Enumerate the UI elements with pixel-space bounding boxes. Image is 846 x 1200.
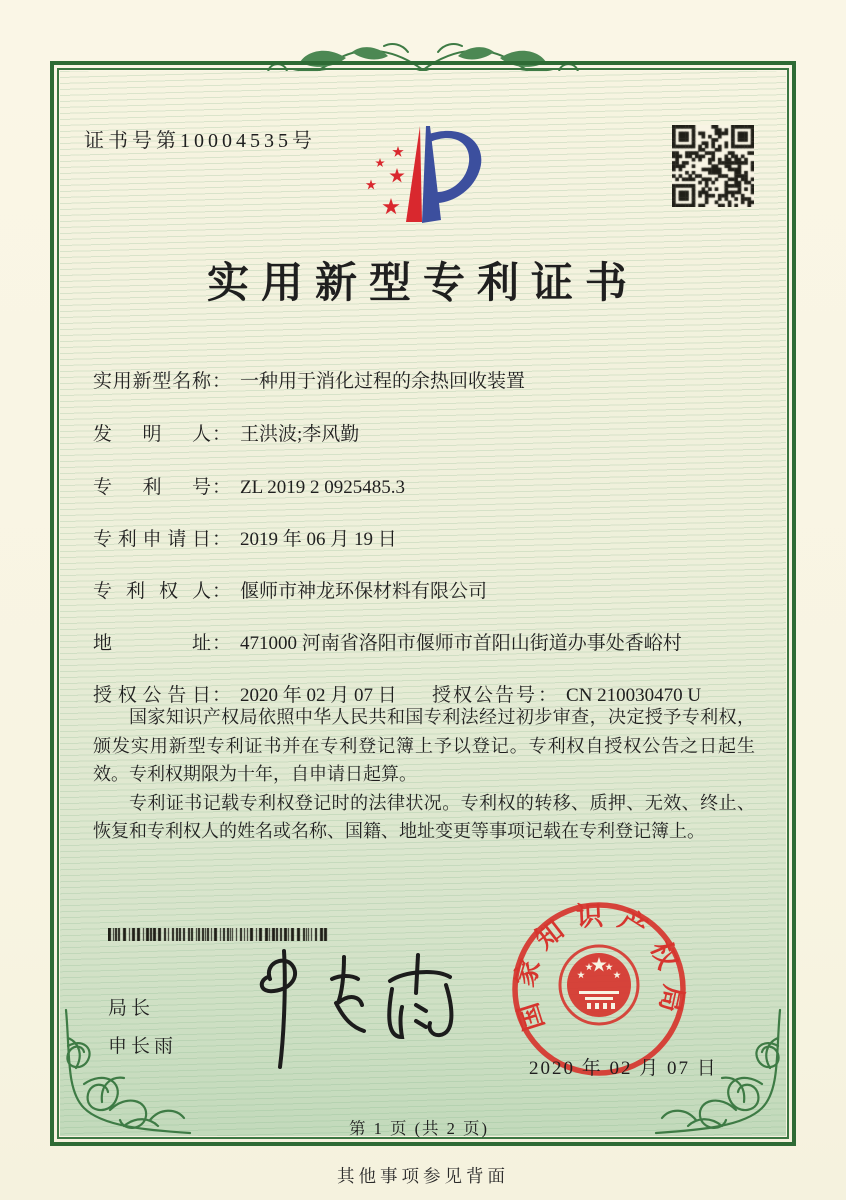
field-colon: ： <box>212 371 232 392</box>
back-note: 其他事项参见背面 <box>337 1166 509 1186</box>
body-text <box>93 703 755 846</box>
field-patentee <box>93 576 487 602</box>
field-filing-date <box>93 524 397 550</box>
field-value: 王洪波;李风勤 <box>240 424 360 445</box>
certificate-title: 实用新型专利证书 <box>206 261 639 307</box>
field-value: 2020 年 02 月 07 日 <box>240 685 397 706</box>
field-label: 专利申请日 <box>93 529 211 550</box>
paragraph-register: 专利证书记载专利权登记时的法律状况。专利权的转移、质押、无效、终止、恢复和专利权人的姓名或名称、国籍、地址变更等事项记载在专利登记簿上。 <box>93 792 755 841</box>
field-value: ZL 2019 2 0925485.3 <box>240 477 406 498</box>
field-inventor <box>93 419 359 445</box>
qr-code <box>672 125 754 207</box>
paragraph-grant: 国家知识产权局依照中华人民共和国专利法经过初步审查，决定授予专利权，颁发实用新型专利证书并在专利登记簿上予以登记。专利权自授权公告之日起生效。专利权期限为十年，自申请日起算。 <box>93 707 755 784</box>
field-colon: ： <box>212 477 232 498</box>
official-seal <box>509 899 689 1079</box>
director-signature <box>240 945 470 1070</box>
national-emblem <box>560 946 638 1024</box>
field-value: 471000 河南省洛阳市偃师市首阳山街道办事处香峪村 <box>240 633 682 654</box>
field-label: 授权公告号 <box>432 685 538 706</box>
field-label: 专利号 <box>93 477 211 498</box>
director-name: 申长雨 <box>108 1036 178 1057</box>
logo-spire <box>406 126 422 222</box>
field-value: 偃师市神龙环保材料有限公司 <box>240 581 488 602</box>
field-colon: ： <box>212 529 232 550</box>
field-value: 一种用于消化过程的余热回收装置 <box>240 371 526 392</box>
field-label: 专利权人 <box>93 581 211 602</box>
field-utility-model-name <box>93 366 525 392</box>
cnipa-logo <box>330 110 530 240</box>
field-label: 地址 <box>93 633 211 654</box>
seal-text: 国家知识产权局 <box>509 900 689 1035</box>
field-colon: ： <box>538 685 558 706</box>
field-colon: ： <box>212 424 232 445</box>
field-colon: ： <box>212 581 232 602</box>
field-value: 2019 年 06 月 19 日 <box>240 529 397 550</box>
field-label: 发明人 <box>93 424 211 445</box>
field-patent-number <box>93 472 405 498</box>
field-label: 实用新型名称 <box>93 371 211 392</box>
director-title: 局长 <box>108 998 155 1019</box>
barcode <box>108 928 328 941</box>
field-address <box>93 628 682 654</box>
field-value: CN 210030470 U <box>566 685 702 706</box>
field-colon: ： <box>212 685 232 706</box>
certificate-number: 证书号第10004535号 <box>84 130 316 152</box>
field-label: 授权公告日 <box>93 685 211 706</box>
field-colon: ： <box>212 633 232 654</box>
page-number: 第 1 页 (共 2 页) <box>348 1119 490 1138</box>
seal-date: 2020 年 02 月 07 日 <box>529 1058 718 1079</box>
